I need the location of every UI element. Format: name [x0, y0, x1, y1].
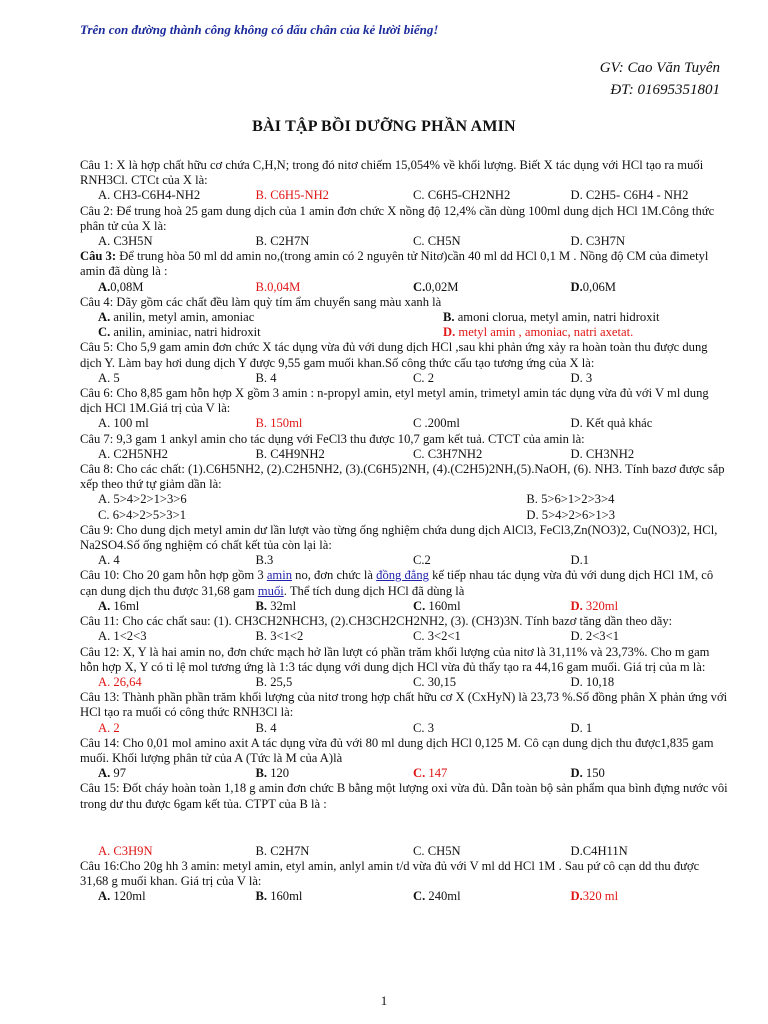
answer-options [80, 629, 728, 644]
question-text: Câu 13: Thành phần phần trăm khối lượng của nitơ trong hợp chất hữu cơ X (CxHyN) là 23,73 %.Số đồng phân X phản ứng với HCl tạo ra muối có công thức RNH3Cl là: [80, 690, 728, 720]
question-body: Để trung hòa 50 ml dd amin no,(trong amin có 2 nguyên tử Nitơ)cần 40 ml dd HCl 0,1 M . Nồng độ CM của đimetyl amin đã dùng là : [80, 249, 709, 279]
option-c: C. 240ml [413, 889, 461, 904]
option-b: B. 5>6>1>2>3>4 [526, 492, 615, 507]
question-text: Câu 1: X là hợp chất hữu cơ chứa C,H,N; trong đó nitơ chiếm 15,054% về khối lượng. Biết X tác dụng với HCl tạo ra muối RNH3Cl. CTCt của X là: [80, 158, 704, 188]
option-c: C. 2 [413, 370, 434, 385]
answer-options [80, 889, 728, 904]
option-a: A. 120ml [98, 889, 146, 904]
answer-options [80, 844, 728, 859]
option-b: B. 32ml [255, 598, 297, 613]
teacher-info [600, 57, 720, 101]
option-a: A. 1<2<3 [98, 629, 147, 644]
option-c: C. 3 [413, 720, 434, 735]
option-a: A.0,08M [98, 279, 144, 294]
option-c: C. 160ml [413, 598, 461, 613]
question-text: Câu 4: Dãy gồm các chất đều làm quỳ tím ẩm chuyển sang màu xanh là [80, 294, 442, 309]
option-b: B.3 [255, 553, 274, 568]
option-d: D.320 ml [570, 889, 619, 904]
option-b: B. 4 [255, 370, 277, 385]
question-text: Câu 16:Cho 20g hh 3 amin: metyl amin, etyl amin, anlyl amin t/d vừa đủ với V ml dd HCl 1M . Sau pứ cô cạn dd thu được 31,68 g muối khan. Giá trị của V là: [80, 858, 700, 889]
option-d: D.1 [570, 553, 590, 568]
question-text [80, 249, 728, 279]
option-b: B. C2H7N [255, 843, 310, 858]
page-title: BÀI TẬP BỒI DƯỠNG PHẦN AMIN [252, 118, 516, 135]
motto: Trên con đường thành công không có dấu chân của kẻ lười biếng! [80, 22, 439, 37]
option-c: C. C6H5-CH2NH2 [413, 188, 511, 203]
option-d: D. 1 [570, 720, 593, 735]
answer-options [80, 675, 728, 690]
option-a: A. 100 ml [98, 416, 149, 431]
option-b: B. C2H7N [255, 234, 310, 249]
teacher-phone: ĐT: 01695351801 [610, 82, 720, 98]
option-d: D. 10,18 [570, 674, 615, 689]
question-text: Câu 12: X, Y là hai amin no, đơn chức mạch hở lần lượt có phần trăm khối lượng của nitơ là 31,11% và 23,73%. Cho m gam hỗn hợp X, Y có tỉ lệ mol tương ứng là 1:3 tác dụng với dung dịch HCl vừa đủ thấy tạo ra 44,16 gam muối. Giá trị của m là: [80, 644, 710, 674]
question-label: Câu 3: [80, 249, 117, 264]
answer-options [80, 766, 728, 781]
answer-options [80, 721, 728, 736]
link-dong-dang[interactable]: đồng đẳng [376, 568, 429, 583]
option-c: C. CH5N [413, 843, 461, 858]
option-c: C. 147 [413, 766, 448, 781]
answer-options [80, 416, 728, 431]
question-list [80, 158, 728, 905]
option-d: D. metyl amin , amoniac, natri axetat. [443, 325, 634, 340]
option-c: C. anilin, aminiac, natri hidroxit [98, 325, 261, 340]
answer-options [80, 371, 728, 386]
option-c: C. 3<2<1 [413, 629, 461, 644]
option-b: B. 160ml [255, 889, 303, 904]
option-d: D. CH3NH2 [570, 446, 635, 461]
option-c: C. 30,15 [413, 674, 457, 689]
option-a: A. 2 [98, 720, 120, 735]
question-text: Câu 2: Để trung hoà 25 gam dung dịch của 1 amin đơn chức X nồng độ 12,4% cần dùng 100ml dung dịch HCl 1M.Công thức phân tử của X là: [80, 203, 715, 233]
option-a: A. 97 [98, 766, 126, 781]
link-muoi[interactable]: muối [257, 583, 284, 598]
option-d: D. 320ml [570, 598, 619, 613]
answer-options [80, 280, 728, 295]
answer-options [80, 234, 728, 249]
option-c: C .200ml [413, 416, 460, 431]
option-b: B.0,04M [255, 279, 301, 294]
option-b: B. 3<1<2 [255, 629, 304, 644]
option-c: C. 6>4>2>5>3>1 [98, 507, 186, 522]
option-b: B. 150ml [255, 416, 303, 431]
question-text: Câu 8: Cho các chất: (1).C6H5NH2, (2).C2H5NH2, (3).(C6H5)2NH, (4).(C2H5)2NH,(5).NaOH, (6). NH3. Tính bazơ được sắp xếp theo thứ tự giảm dần là: [80, 462, 725, 492]
question-text: Câu 11: Cho các chất sau: (1). CH3CH2NHCH3, (2).CH3CH2CH2NH2, (3). (CH3)3N. Tính bazơ tăng dần theo dãy: [80, 614, 673, 629]
option-a: A. C2H5NH2 [98, 446, 168, 461]
answer-options [80, 553, 728, 568]
option-d: D. 150 [570, 766, 605, 781]
option-a: A. 26,64 [98, 674, 142, 689]
option-c: C. C3H7NH2 [413, 446, 483, 461]
option-a: A. 5 [98, 370, 120, 385]
answer-options [80, 447, 728, 462]
question-text: Câu 6: Cho 8,85 gam hỗn hợp X gồm 3 amin : n-propyl amin, etyl metyl amin, trimetyl amin tác dụng vừa đủ với V ml dung dịch HCl 1M.Giá trị của V là: [80, 386, 709, 416]
question-text: Câu 14: Cho 0,01 mol amino axit A tác dụng vừa đủ với 80 ml dung dịch HCl 0,125 M. Cô cạn dung dịch thu được1,835 gam muối. Khối lượng phân tử của A (Tức là M của A)là [80, 735, 714, 765]
option-d: D.0,06M [570, 279, 616, 294]
answer-options [80, 188, 728, 203]
option-b: B. 120 [255, 766, 290, 781]
option-d: D.C4H11N [570, 843, 628, 858]
option-b: B. 4 [255, 720, 277, 735]
option-a: A. C3H9N [98, 843, 153, 858]
question-text: Câu 9: Cho dung dịch metyl amin dư lần lượt vào từng ống nghiệm chứa dung dịch AlCl3, FeCl3,Zn(NO3)2, Cu(NO3)2, HCl, Na2SO4.Số ống nghiệm có chất kết tủa còn lại là: [80, 522, 718, 553]
option-d: D. Kết quả khác [570, 416, 653, 431]
option-c: C. CH5N [413, 234, 461, 249]
teacher-name: GV: Cao Văn Tuyên [599, 60, 720, 76]
option-b: B. amoni clorua, metyl amin, natri hidroxit [443, 310, 660, 325]
answer-options [80, 599, 728, 614]
answer-options [80, 310, 728, 340]
question-text: Câu 7: 9,3 gam 1 ankyl amin cho tác dụng với FeCl3 thu được 10,7 gam kết tuả. CTCT của amin là: [80, 431, 585, 446]
option-b: B. 25,5 [255, 674, 293, 689]
option-b: B. C4H9NH2 [255, 446, 325, 461]
option-a: A. 16ml [98, 598, 140, 613]
option-d: D. 3 [570, 370, 593, 385]
option-d: D. 5>4>2>6>1>3 [526, 507, 616, 522]
page-number: 1 [380, 993, 388, 1008]
question-text: Câu 15: Đốt cháy hoàn toàn 1,18 g amin đơn chức B bằng một lượng oxi vừa đủ. Dẫn toàn bộ sản phẩm qua bình đựng nước vôi trong dư thu được 6gam kết tủa. CTPT của B là : [80, 781, 728, 811]
question-text: Câu 5: Cho 5,9 gam amin đơn chức X tác dụng vừa đủ với dung dịch HCl ,sau khi phản ứng xảy ra hoàn toàn thu được dung dịch Y. Làm bay hơi dung dịch Y được 9,55 gam muối khan.Số công thức cấu tạo tương ứng của X là: [80, 340, 708, 370]
link-amin[interactable]: amin [266, 568, 293, 583]
option-c: C.0,02M [413, 279, 459, 294]
option-a: A. 5>4>2>1>3>6 [98, 492, 187, 507]
answer-options [80, 492, 728, 522]
option-b: B. C6H5-NH2 [255, 188, 329, 203]
option-c: C.2 [413, 553, 431, 568]
question-text: Câu 10: Cho 20 gam hỗn hợp gồm 3 amin no, đơn chức là đồng đẳng kế tiếp nhau tác dụng vừa đủ với dung dịch HCl 1M, cô cạn dung dịch thu được 31,68 gam muối. Thể tích dung dịch HCl đã dùng là [80, 568, 714, 598]
spacer [80, 812, 728, 844]
option-a: A. C3H5N [98, 234, 153, 249]
option-d: D. C3H7N [570, 234, 626, 249]
option-a: A. anilin, metyl amin, amoniac [98, 310, 255, 325]
option-d: D. C2H5- C6H4 - NH2 [570, 188, 689, 203]
option-d: D. 2<3<1 [570, 629, 619, 644]
option-a: A. CH3-C6H4-NH2 [98, 188, 201, 203]
option-a: A. 4 [98, 553, 120, 568]
